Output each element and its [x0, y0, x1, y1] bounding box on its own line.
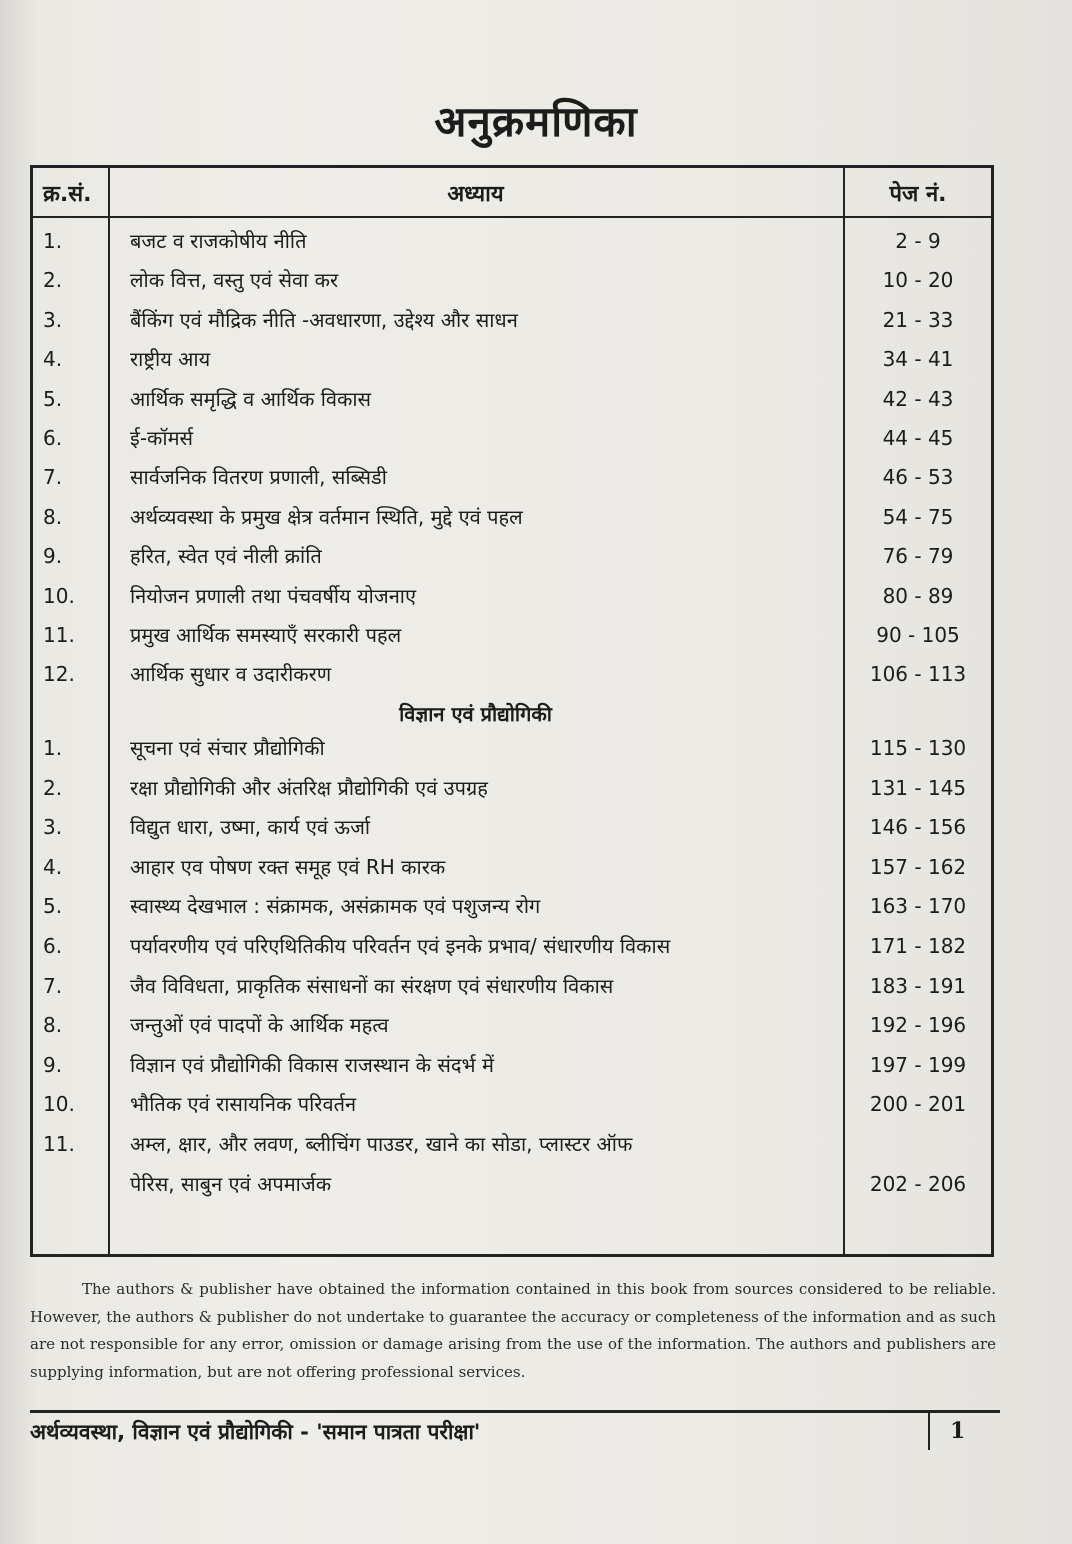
toc-serial: 3. — [43, 308, 63, 332]
toc-row — [33, 500, 991, 534]
toc-pages: 10 - 20 — [882, 268, 954, 292]
toc-chapter: विज्ञान एवं प्रौद्योगिकी विकास राजस्थान के संदर्भ में — [130, 1053, 494, 1077]
toc-chapter: आहार एव पोषण रक्त समूह एवं RH कारक — [130, 855, 446, 879]
toc-serial: 3. — [43, 815, 63, 839]
toc-pages: 42 - 43 — [882, 387, 954, 411]
toc-chapter: सार्वजनिक वितरण प्रणाली, सब्सिडी — [130, 465, 387, 489]
toc-pages: 106 - 113 — [869, 662, 967, 686]
toc-pages: 90 - 105 — [876, 623, 960, 647]
toc-pages: 202 - 206 — [869, 1172, 967, 1196]
toc-chapter: विद्युत धारा, उष्मा, कार्य एवं ऊर्जा — [130, 815, 371, 839]
toc-row — [33, 224, 991, 258]
toc-pages: 76 - 79 — [882, 544, 954, 568]
toc-chapter: भौतिक एवं रासायनिक परिवर्तन — [130, 1092, 357, 1116]
toc-serial: 8. — [43, 1013, 63, 1037]
page-title: अनुक्रमणिका — [434, 97, 638, 146]
header-chapter: अध्याय — [447, 182, 504, 207]
toc-row — [33, 579, 991, 613]
footer-separator — [928, 1410, 930, 1450]
toc-pages: 54 - 75 — [882, 505, 954, 529]
toc-row — [33, 771, 991, 805]
toc-pages: 163 - 170 — [869, 894, 967, 918]
toc-chapter: जन्तुओं एवं पादपों के आर्थिक महत्व — [130, 1013, 389, 1037]
toc-serial: 2. — [43, 776, 63, 800]
toc-pages: 131 - 145 — [869, 776, 967, 800]
toc-chapter: पर्यावरणीय एवं परिएथितिकीय परिवर्तन एवं इनके प्रभाव/ संधारणीय विकास — [130, 934, 671, 958]
toc-pages: 200 - 201 — [869, 1092, 967, 1116]
toc-chapter: अम्ल, क्षार, और लवण, ब्लीचिंग पाउडर, खाने का सोडा, प्लास्टर ऑफ — [130, 1132, 633, 1156]
toc-row — [33, 1008, 991, 1042]
toc-row — [33, 1167, 991, 1201]
page-number: 1 — [950, 1418, 966, 1444]
toc-row — [33, 460, 991, 494]
toc-pages: 146 - 156 — [869, 815, 967, 839]
toc-row — [33, 850, 991, 884]
table-of-contents — [30, 165, 994, 1257]
toc-serial: 4. — [43, 855, 63, 879]
toc-serial: 9. — [43, 544, 63, 568]
toc-row — [33, 889, 991, 923]
toc-pages: 80 - 89 — [882, 584, 954, 608]
toc-row — [33, 618, 991, 652]
toc-chapter: अर्थव्यवस्था के प्रमुख क्षेत्र वर्तमान स्थिति, मुद्दे एवं पहल — [130, 505, 523, 529]
toc-serial: 4. — [43, 347, 63, 371]
toc-pages: 21 - 33 — [882, 308, 954, 332]
toc-row — [33, 969, 991, 1003]
toc-chapter: आर्थिक सुधार व उदारीकरण — [130, 662, 332, 686]
toc-chapter: लोक वित्त, वस्तु एवं सेवा कर — [130, 268, 339, 292]
toc-serial: 10. — [43, 584, 75, 608]
header-divider — [33, 216, 991, 218]
toc-serial: 12. — [43, 662, 75, 686]
header-serial: क्र.सं. — [43, 182, 92, 207]
toc-serial: 8. — [43, 505, 63, 529]
toc-row — [33, 382, 991, 416]
toc-serial: 1. — [43, 736, 63, 760]
toc-pages: 171 - 182 — [869, 934, 967, 958]
toc-chapter: स्वास्थ्य देखभाल : संक्रामक, असंक्रामक एवं पशुजन्य रोग — [130, 894, 541, 918]
toc-chapter: बैंकिंग एवं मौद्रिक नीति -अवधारणा, उद्देश्य और साधन — [130, 308, 518, 332]
toc-serial: 7. — [43, 465, 63, 489]
toc-chapter: आर्थिक समृद्धि व आर्थिक विकास — [130, 387, 372, 411]
toc-pages: 157 - 162 — [869, 855, 967, 879]
toc-serial: 2. — [43, 268, 63, 292]
toc-serial: 7. — [43, 974, 63, 998]
toc-chapter: प्रमुख आर्थिक समस्याएँ सरकारी पहल — [130, 623, 402, 647]
section-heading: विज्ञान एवं प्रौद्योगिकी — [399, 702, 552, 726]
toc-pages: 192 - 196 — [869, 1013, 967, 1037]
toc-row — [33, 263, 991, 297]
toc-chapter: हरित, स्वेत एवं नीली क्रांति — [130, 544, 322, 568]
toc-serial: 6. — [43, 426, 63, 450]
toc-row — [33, 1048, 991, 1082]
footer-rule — [30, 1410, 1000, 1413]
toc-pages: 197 - 199 — [869, 1053, 967, 1077]
toc-serial: 10. — [43, 1092, 75, 1116]
toc-pages: 46 - 53 — [882, 465, 954, 489]
toc-pages: 34 - 41 — [882, 347, 954, 371]
toc-row — [33, 1087, 991, 1121]
toc-row — [33, 539, 991, 573]
toc-row — [33, 657, 991, 691]
toc-chapter: रक्षा प्रौद्योगिकी और अंतरिक्ष प्रौद्योगिकी एवं उपग्रह — [130, 776, 488, 800]
toc-chapter: पेरिस, साबुन एवं अपमार्जक — [130, 1172, 332, 1196]
toc-row — [33, 810, 991, 844]
toc-serial: 1. — [43, 229, 63, 253]
toc-serial: 5. — [43, 894, 63, 918]
footer-title: अर्थव्यवस्था, विज्ञान एवं प्रौद्योगिकी - 'समान पात्रता परीक्षा' — [30, 1420, 481, 1444]
toc-serial: 11. — [43, 1132, 75, 1156]
toc-serial: 9. — [43, 1053, 63, 1077]
toc-chapter: राष्ट्रीय आय — [130, 347, 211, 371]
toc-chapter: सूचना एवं संचार प्रौद्योगिकी — [130, 736, 325, 760]
toc-row — [33, 342, 991, 376]
toc-row — [33, 1127, 991, 1161]
toc-pages: 115 - 130 — [869, 736, 967, 760]
toc-pages: 183 - 191 — [869, 974, 967, 998]
toc-pages: 44 - 45 — [882, 426, 954, 450]
toc-serial: 11. — [43, 623, 75, 647]
toc-pages: 2 - 9 — [895, 229, 941, 253]
toc-row — [33, 929, 991, 963]
toc-chapter: जैव विविधता, प्राकृतिक संसाधनों का संरक्षण एवं संधारणीय विकास — [130, 974, 614, 998]
toc-chapter: नियोजन प्रणाली तथा पंचवर्षीय योजनाए — [130, 584, 417, 608]
toc-chapter: बजट व राजकोषीय नीति — [130, 229, 307, 253]
toc-row — [33, 421, 991, 455]
toc-row — [33, 731, 991, 765]
toc-serial: 6. — [43, 934, 63, 958]
toc-row — [33, 303, 991, 337]
toc-chapter: ई-कॉमर्स — [130, 426, 194, 450]
disclaimer-text: The authors & publisher have obtained the information contained in this book from sources considered to be reliable. However, the authors & publisher do not undertake to guarantee the accuracy or completeness of the information and as such are not responsible for any error, omission or damage arising from the use of the information. The authors and publishers are supplying information, but are not offering professional services. — [30, 1280, 996, 1381]
toc-serial: 5. — [43, 387, 63, 411]
header-page: पेज नं. — [889, 182, 947, 207]
